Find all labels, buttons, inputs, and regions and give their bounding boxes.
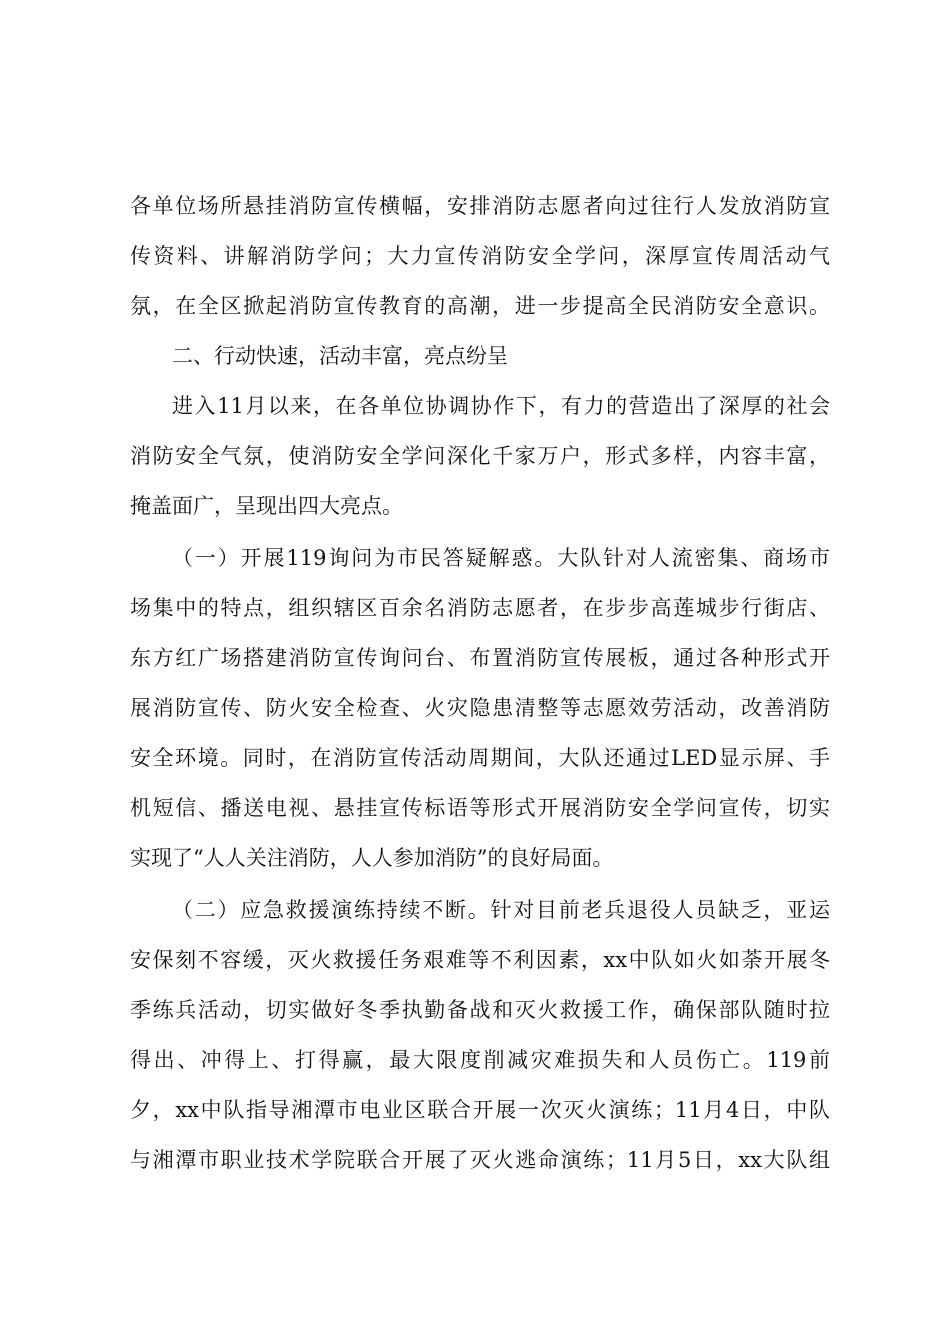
section-heading: 二、行动快速，活动丰富，亮点纷呈 bbox=[172, 344, 508, 368]
paragraph-3-line-5: 安全环境。同时，在消防宣传活动周期间，大队还通过LED显示屏、手 bbox=[130, 746, 830, 770]
paragraph-3-line-2: 场集中的特点，组织辖区百余名消防志愿者，在步步高莲城步行街店、 bbox=[130, 596, 830, 620]
paragraph-4-line-5: 夕，xx中队指导湘潭市电业区联合开展一次灭火演练；11月4日，中队 bbox=[130, 1098, 830, 1122]
paragraph-2-line-3: 掩盖面广，呈现出四大亮点。 bbox=[130, 494, 403, 518]
paragraph-2-line-1: 进入11月以来，在各单位协调协作下，有力的营造出了深厚的社会 bbox=[172, 394, 830, 418]
paragraph-4-line-2: 安保刻不容缓，灭火救援任务艰难等不利因素，xx中队如火如荼开展冬 bbox=[130, 948, 830, 972]
paragraph-4-line-4: 得出、冲得上、打得赢，最大限度削减灾难损失和人员伤亡。119前 bbox=[130, 1048, 830, 1072]
paragraph-1-line-1: 各单位场所悬挂消防宣传横幅，安排消防志愿者向过往行人发放消防宣 bbox=[130, 194, 830, 218]
paragraph-3-line-7: 实现了“人人关注消防，人人参加消防”的良好局面。 bbox=[130, 846, 614, 870]
paragraph-3-line-1: （一）开展119询问为市民答疑解惑。大队针对人流密集、商场市 bbox=[172, 546, 830, 570]
paragraph-4-line-6: 与湘潭市职业技术学院联合开展了灭火逃命演练；11月5日，xx大队组 bbox=[130, 1148, 830, 1172]
paragraph-4-line-1: （二）应急救援演练持续不断。针对目前老兵退役人员缺乏，亚运 bbox=[172, 898, 830, 922]
paragraph-1-line-2: 传资料、讲解消防学问；大力宣传消防安全学问，深厚宣传周活动气 bbox=[130, 244, 830, 268]
paragraph-3-line-6: 机短信、播送电视、悬挂宣传标语等形式开展消防安全学问宣传，切实 bbox=[130, 796, 830, 820]
paragraph-3-line-3: 东方红广场搭建消防宣传询问台、布置消防宣传展板，通过各种形式开 bbox=[130, 646, 830, 670]
paragraph-1-line-3: 氛，在全区掀起消防宣传教育的高潮，进一步提高全民消防安全意识。 bbox=[130, 294, 830, 318]
paragraph-2-line-2: 消防安全气氛，使消防安全学问深化千家万户，形式多样，内容丰富， bbox=[130, 444, 830, 468]
paragraph-4-line-3: 季练兵活动，切实做好冬季执勤备战和灭火救援工作，确保部队随时拉 bbox=[130, 998, 830, 1022]
paragraph-3-line-4: 展消防宣传、防火安全检查、火灾隐患清整等志愿效劳活动，改善消防 bbox=[130, 696, 830, 720]
